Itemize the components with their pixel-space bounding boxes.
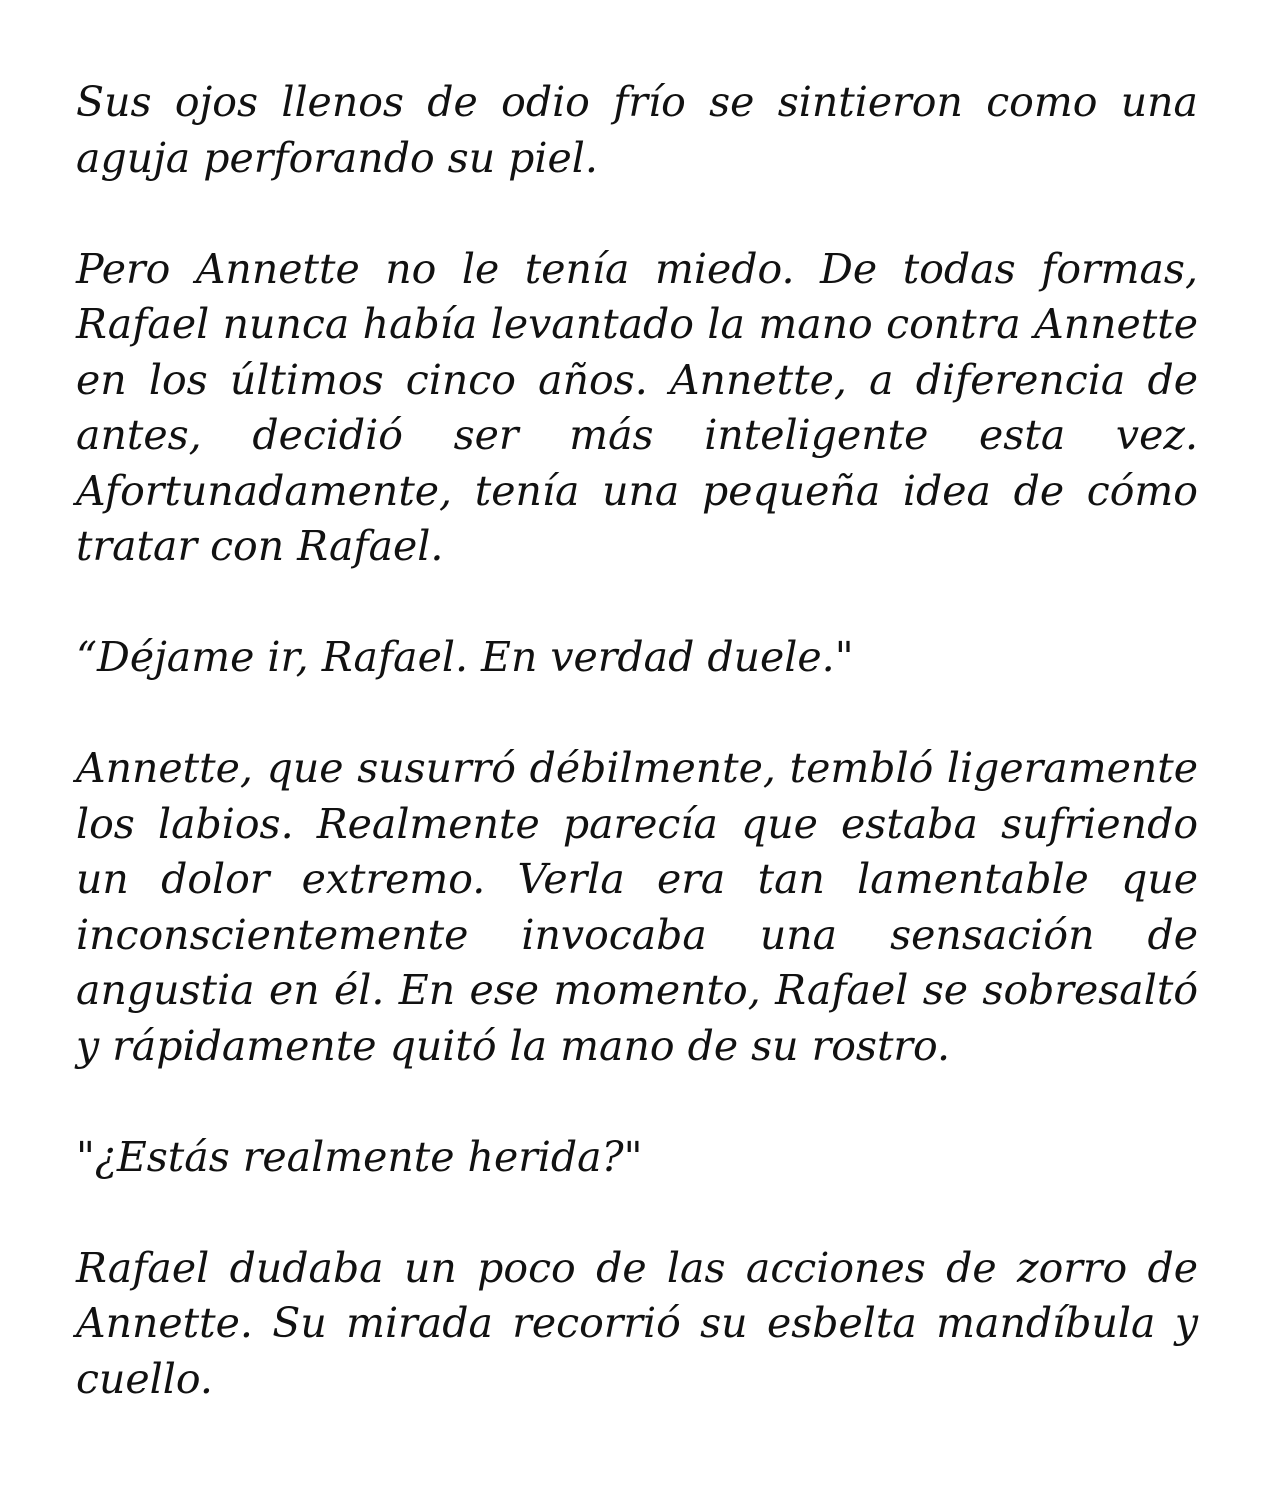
text-page xyxy=(76,75,1198,1407)
paragraph-1: Sus ojos llenos de odio frío se sintieron como una aguja perforando su piel. xyxy=(76,78,1198,182)
dialogue-1: “Déjame ir, Rafael. En verdad duele." xyxy=(76,633,854,681)
paragraph-4: Rafael dudaba un poco de las acciones de zorro de Annette. Su mirada recorrió su esbelta mandíbula y cuello. xyxy=(76,1243,1198,1403)
dialogue-2: "¿Estás realmente herida?" xyxy=(76,1132,643,1181)
paragraph-3: Annette, que susurró débilmente, tembló ligeramente los labios. Realmente parecía que estaba sufriendo un dolor extremo. Verla era tan lamentable que inconscientemente invocaba una sensación de angustia en él. En ese momento, Rafael se sobresaltó y rápidamente quitó la mano de su rostro. xyxy=(76,744,1198,1070)
paragraph-2: Pero Annette no le tenía miedo. De todas formas, Rafael nunca había levantado la mano contra Annette en los últimos cinco años. Annette, a diferencia de antes, decidió ser más inteligente esta vez. Afortunadamente, tenía una pequeña idea de cómo tratar con Rafael. xyxy=(76,244,1198,570)
